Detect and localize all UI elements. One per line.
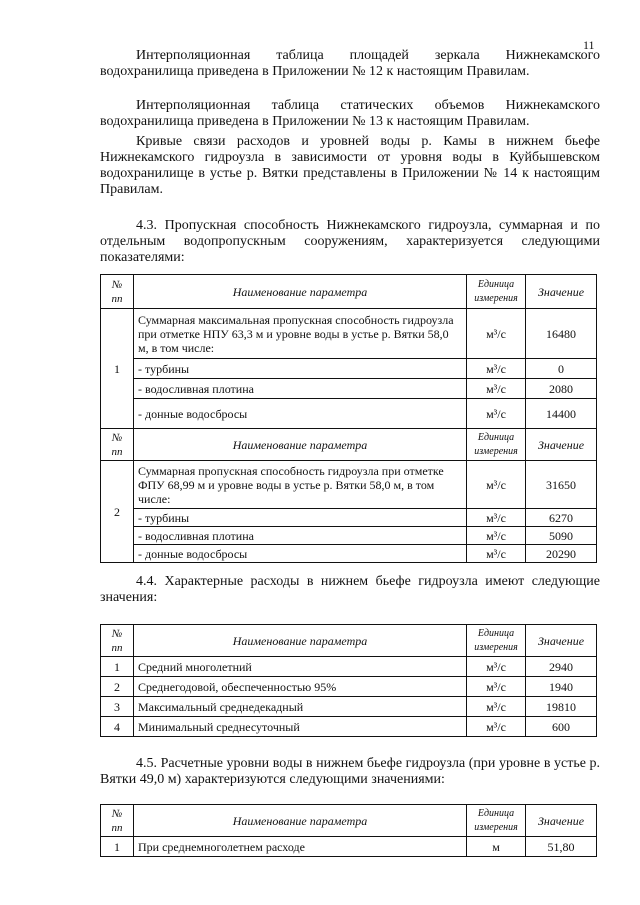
header-name: Наименование параметра [134,625,467,657]
table-header-row [101,429,597,461]
row-number: 1 [101,309,134,429]
param-value: 14400 [526,399,597,429]
header-value: Значение [526,625,597,657]
param-value: 6270 [526,509,597,527]
table-row [101,461,597,509]
page-number: 11 [583,38,595,52]
param-unit: м³/с [467,399,526,429]
section-4-3-text: 4.3. Пропускная способность Нижнекамского гидроузла, суммарная и по отдельным водопропускным сооружениям, характеризуется следующими показателями: [100,218,600,265]
param-value: 51,80 [526,837,597,857]
levels-table [100,804,597,857]
header-unit: Единица измерения [467,429,526,461]
param-name: Суммарная максимальная пропускная способность гидроузла при отметке НПУ 63,3 м и уровне воды в устье р. Вятки 58,0 м, в том числе: [134,309,467,359]
header-name: Наименование параметра [134,805,467,837]
header-value: Значение [526,429,597,461]
table-row [101,545,597,563]
param-name: - турбины [134,509,467,527]
param-unit: м³/с [467,309,526,359]
param-unit: м³/с [467,697,526,717]
header-unit: Единица измерения [467,625,526,657]
param-value: 2080 [526,379,597,399]
param-value: 20290 [526,545,597,563]
header-no: № пп [101,275,134,309]
flows-table [100,624,597,737]
table-header-row [101,805,597,837]
table-header-row [101,625,597,657]
param-name: Среднегодовой, обеспеченностью 95% [134,677,467,697]
param-unit: м³/с [467,657,526,677]
table-row [101,717,597,737]
row-number: 1 [101,657,134,677]
header-name: Наименование параметра [134,275,467,309]
section-4-5-text: 4.5. Расчетные уровни воды в нижнем бьефе гидроузла (при уровне в устье р. Вятки 49,0 м) характеризуются следующими значениями: [100,756,600,787]
param-value: 1940 [526,677,597,697]
param-name: - донные водосбросы [134,545,467,563]
header-value: Значение [526,805,597,837]
row-number: 3 [101,697,134,717]
header-no: № пп [101,625,134,657]
param-name: Средний многолетний [134,657,467,677]
row-number: 2 [101,677,134,697]
capacity-table [100,274,597,563]
header-unit: Единица измерения [467,805,526,837]
param-unit: м³/с [467,545,526,563]
table-row [101,697,597,717]
param-unit: м [467,837,526,857]
table-row [101,837,597,857]
table-row [101,309,597,359]
param-value: 2940 [526,657,597,677]
paragraph-appendix-13: Интерполяционная таблица статических объемов Нижнекамского водохранилища приведена в Приложении № 13 к настоящим Правилам. [100,98,600,129]
param-unit: м³/с [467,461,526,509]
table-row [101,677,597,697]
param-unit: м³/с [467,379,526,399]
param-value: 5090 [526,527,597,545]
header-no: № пп [101,429,134,461]
paragraph-appendix-14: Кривые связи расходов и уровней воды р. Камы в нижнем бьефе Нижнекамского гидроузла в зависимости от уровня воды в Куйбышевском водохранилище в устье р. Вятки представлены в Приложении № 14 к настоящим Правилам. [100,134,600,197]
param-name: - водосливная плотина [134,527,467,545]
param-name: Минимальный среднесуточный [134,717,467,737]
table-row [101,657,597,677]
param-name: - турбины [134,359,467,379]
table-header-row [101,275,597,309]
row-number: 4 [101,717,134,737]
param-value: 16480 [526,309,597,359]
row-number: 2 [101,461,134,563]
header-unit: Единица измерения [467,275,526,309]
param-unit: м³/с [467,717,526,737]
param-unit: м³/с [467,677,526,697]
section-4-4-text: 4.4. Характерные расходы в нижнем бьефе гидроузла имеют следующие значения: [100,574,600,605]
param-value: 600 [526,717,597,737]
paragraph-appendix-12: Интерполяционная таблица площадей зеркала Нижнекамского водохранилища приведена в Приложении № 12 к настоящим Правилам. [100,48,600,79]
header-value: Значение [526,275,597,309]
param-name: Максимальный среднедекадный [134,697,467,717]
header-name: Наименование параметра [134,429,467,461]
param-unit: м³/с [467,509,526,527]
header-no: № пп [101,805,134,837]
param-name: Суммарная пропускная способность гидроузла при отметке ФПУ 68,99 м и уровне воды в устье р. Вятки 58,0 м, в том числе: [134,461,467,509]
table-row [101,527,597,545]
param-name: - донные водосбросы [134,399,467,429]
param-value: 19810 [526,697,597,717]
table-row [101,509,597,527]
param-unit: м³/с [467,359,526,379]
table-row [101,379,597,399]
param-unit: м³/с [467,527,526,545]
table-row [101,359,597,379]
param-name: При среднемноголетнем расходе [134,837,467,857]
table-row [101,399,597,429]
row-number: 1 [101,837,134,857]
param-value: 31650 [526,461,597,509]
param-name: - водосливная плотина [134,379,467,399]
param-value: 0 [526,359,597,379]
